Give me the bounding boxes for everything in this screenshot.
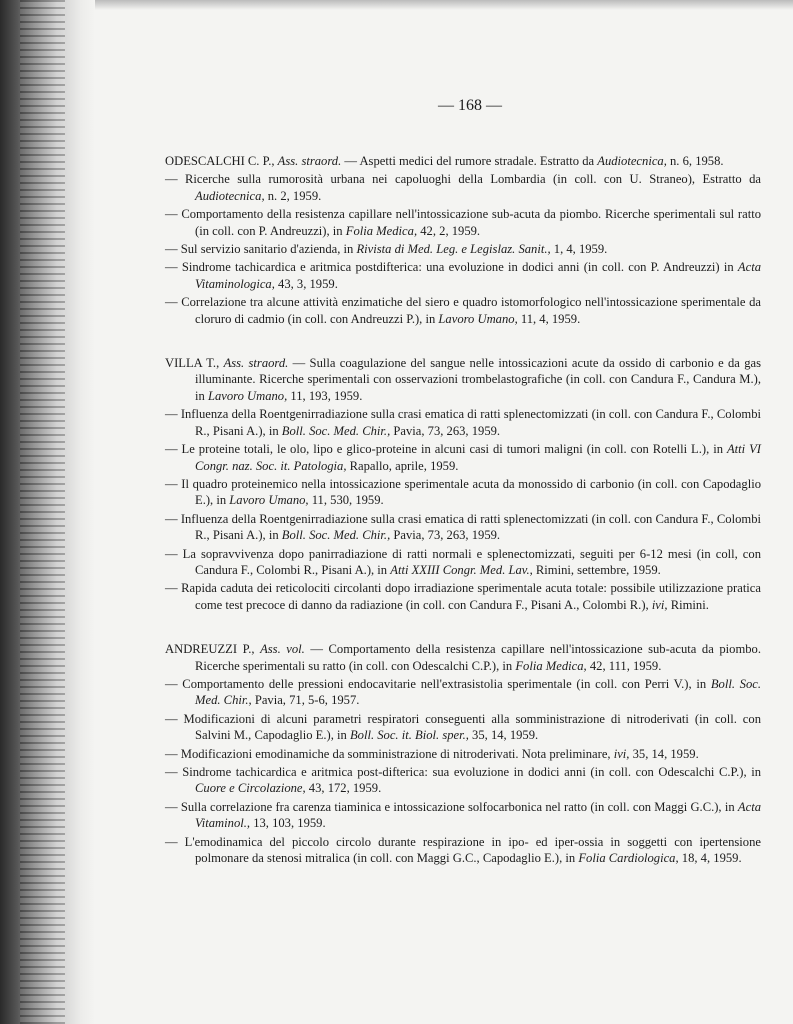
citation-italic-text: Boll. Soc. Med. Chir., — [195, 676, 761, 708]
citation-text: — Sulla correlazione fra carenza tiaminica e intossicazione solfocarbonica nel ratto (in coll. con Maggi G.C.), in — [165, 799, 738, 814]
publication-entry — [165, 764, 761, 797]
citation-text: — Aspetti medici del rumore stradale. Estratto da — [341, 154, 598, 168]
citation-italic-text: Lavoro Umano, — [438, 311, 518, 326]
citation-text: ODESCALCHI C. P., — [165, 154, 278, 168]
publication-entry — [165, 259, 761, 292]
citation-text: 42, 111, 1959. — [586, 658, 662, 673]
citation-italic-text: Ass. vol. — [260, 642, 305, 657]
citation-text: — Influenza della Roentgenirradiazione sulla crasi ematica di ratti splenectomizzati (in coll. con Candura F., Colombi R., Pisani A.), in — [165, 407, 761, 438]
citation-text: — Comportamento delle pressioni endocavitarie nell'extrasistolia sperimentale (in coll. con Perri V.), in — [165, 676, 711, 691]
citation-italic-text: Atti VI Congr. naz. Soc. it. Patologia, — [195, 442, 761, 473]
author-entry — [165, 641, 761, 674]
citation-text: — Rapida caduta dei reticolociti circolanti dopo irradiazione sperimentale acuta totale: possibile utilizzazione pratica come test precoce di danno da radiazione (in coll. con Candura F., Pisani A., Colombi R.), — [165, 581, 761, 612]
citation-italic-text: Ass. straord. — [277, 154, 342, 168]
citation-italic-text: Folia Medica, — [515, 658, 587, 673]
author-entry — [165, 153, 761, 169]
citation-text: — Le proteine totali, le olo, lipo e glico-proteine in alcuni casi di tumori maligni (in coll. con Rotelli L.), in — [165, 442, 727, 457]
author-entry — [165, 355, 761, 404]
book-binding-shadow — [0, 0, 95, 1024]
citation-italic-text: ivi, — [613, 746, 630, 761]
citation-text: 11, 4, 1959. — [517, 311, 581, 326]
citation-text: 42, 2, 1959. — [417, 223, 481, 238]
citation-italic-text: Atti XXIII Congr. Med. Lav., — [390, 562, 533, 577]
citation-text: n. 6, 1958. — [666, 154, 724, 168]
citation-italic-text: Boll. Soc. Med. Chir., — [281, 423, 391, 438]
citation-text: 1, 4, 1959. — [550, 242, 608, 257]
author-section — [165, 153, 761, 327]
citation-text: Rimini, settembre, 1959. — [532, 562, 661, 577]
citation-text: — Modificazioni emodinamiche da somministrazione di nitroderivati. Nota preliminare, — [165, 746, 614, 761]
citation-text: — Sindrome tachicardica e aritmica postdifterica: una evoluzione in dodici anni (in coll. con P. Andreuzzi) in — [165, 260, 738, 275]
publication-entry — [165, 799, 761, 832]
citation-italic-text: Ass. straord. — [223, 356, 289, 371]
citation-text: — Ricerche sulla rumorosità urbana nei capoluoghi della Lombardia (in coll. con U. Straneo), Estratto da — [165, 172, 761, 187]
citation-text: 11, 530, 1959. — [308, 493, 384, 508]
citation-text: VILLA T., — [165, 356, 224, 371]
citation-text: 18, 4, 1959. — [678, 851, 742, 866]
citation-text: Rimini. — [667, 597, 709, 612]
author-section — [165, 641, 761, 866]
citation-text: — La sopravvivenza dopo panirradiazione di ratti normali e splenectomizzati, seguiti per 6-12 mesi (in coll, con Candura F., Colombi R., Pisani A.), in — [165, 546, 761, 577]
citation-text: — Sulla coagulazione del sangue nelle intossicazioni acute da ossido di carbonio e da gas illuminante. Ricerche sperimentali con osservazioni trombelastografiche (in coll. con Candura F., Candura M.), in — [195, 356, 761, 403]
bibliography-list — [165, 153, 761, 894]
citation-text: n. 2, 1959. — [264, 188, 322, 203]
citation-italic-text: Folia Medica, — [345, 223, 418, 238]
citation-text: — Modificazioni di alcuni parametri respiratori conseguenti alla somministrazione di nitroderivati (in coll. con Salvini M., Capodaglio E.), in — [165, 711, 761, 743]
publication-entry — [165, 294, 761, 327]
citation-text: — Comportamento della resistenza capillare nell'intossicazione sub-acuta da piombo. Ricerche sperimentali sul ratto (in coll. con P. Andreuzzi), in — [165, 207, 761, 238]
citation-italic-text: Lavoro Umano, — [207, 388, 288, 403]
citation-italic-text: Cuore e Circolazione, — [195, 781, 306, 796]
citation-italic-text: Audiotecnica, — [597, 154, 667, 168]
publication-entry — [165, 711, 761, 744]
citation-text: — Influenza della Roentgenirradiazione sulla crasi ematica di ratti splenectomizzati (in coll. con Candura F., Colombi R., Pisani A.), in — [165, 511, 761, 543]
publication-entry — [165, 546, 761, 579]
citation-text: — Sul servizio sanitario d'azienda, in — [165, 242, 357, 257]
citation-text: — L'emodinamica del piccolo circolo durante respirazione in ipo- ed iper-ossia in soggetti con ipertensione polmonare da stenosi mitralica (in coll. con Maggi G.C., Capodaglio E.), in — [165, 834, 761, 866]
citation-text: 43, 172, 1959. — [305, 781, 382, 796]
citation-italic-text: Rivista di Med. Leg. e Legislaz. Sanit., — [356, 242, 551, 257]
citation-text: 11, 193, 1959. — [287, 388, 363, 403]
publication-entry — [165, 441, 761, 474]
citation-text: 13, 103, 1959. — [250, 816, 326, 831]
page-number: — 168 — — [438, 97, 502, 114]
citation-text: Pavia, 73, 263, 1959. — [390, 528, 501, 543]
citation-text: 43, 3, 1959. — [274, 276, 338, 291]
citation-text: Pavia, 73, 263, 1959. — [390, 423, 501, 438]
citation-text: Pavia, 71, 5-6, 1957. — [251, 693, 360, 708]
publication-entry — [165, 171, 761, 204]
citation-italic-text: Acta Vitaminol., — [195, 799, 761, 831]
publication-entry — [165, 834, 761, 867]
citation-text: — Comportamento della resistenza capillare nell'intossicazione sub-acuta da piombo. Ricerche sperimentali su ratto (in coll. con Odescalchi C.P.), in — [195, 642, 761, 673]
citation-italic-text: Boll. Soc. Med. Chir., — [281, 528, 391, 543]
citation-italic-text: Folia Cardiologica, — [578, 851, 679, 866]
publication-entry — [165, 580, 761, 613]
publication-entry — [165, 241, 761, 257]
publication-entry — [165, 511, 761, 544]
citation-text: — Correlazione tra alcune attività enzimatiche del siero e quadro istomorfologico nell'intossicazione sperimentale da cloruro di cadmio (in coll. con Andreuzzi P.), in — [165, 295, 761, 326]
citation-italic-text: Acta Vitaminologica, — [195, 260, 761, 291]
citation-text: — Sindrome tachicardica e aritmica post-difterica: sua evoluzione in dodici anni (in coll. con Odescalchi C.P.), in — [165, 765, 761, 779]
citation-italic-text: Audiotecnica, — [195, 188, 265, 203]
publication-entry — [165, 406, 761, 439]
publication-entry — [165, 206, 761, 239]
publication-entry — [165, 676, 761, 709]
citation-italic-text: ivi, — [651, 597, 668, 612]
citation-italic-text: Lavoro Umano, — [229, 493, 309, 508]
author-section — [165, 355, 761, 613]
citation-text: 35, 14, 1959. — [629, 746, 699, 761]
citation-text: 35, 14, 1959. — [468, 728, 539, 743]
publication-entry — [165, 476, 761, 509]
publication-entry — [165, 746, 761, 762]
citation-text: — Il quadro proteinemico nella intossicazione sperimentale acuta da monossido di carbonio (in coll. con Capodaglio E.), in — [165, 476, 761, 508]
page-top-edge — [0, 0, 793, 10]
citation-italic-text: Boll. Soc. it. Biol. sper., — [349, 728, 469, 743]
citation-text: ANDREUZZI P., — [165, 642, 261, 657]
citation-text: Rapallo, aprile, 1959. — [346, 458, 459, 473]
